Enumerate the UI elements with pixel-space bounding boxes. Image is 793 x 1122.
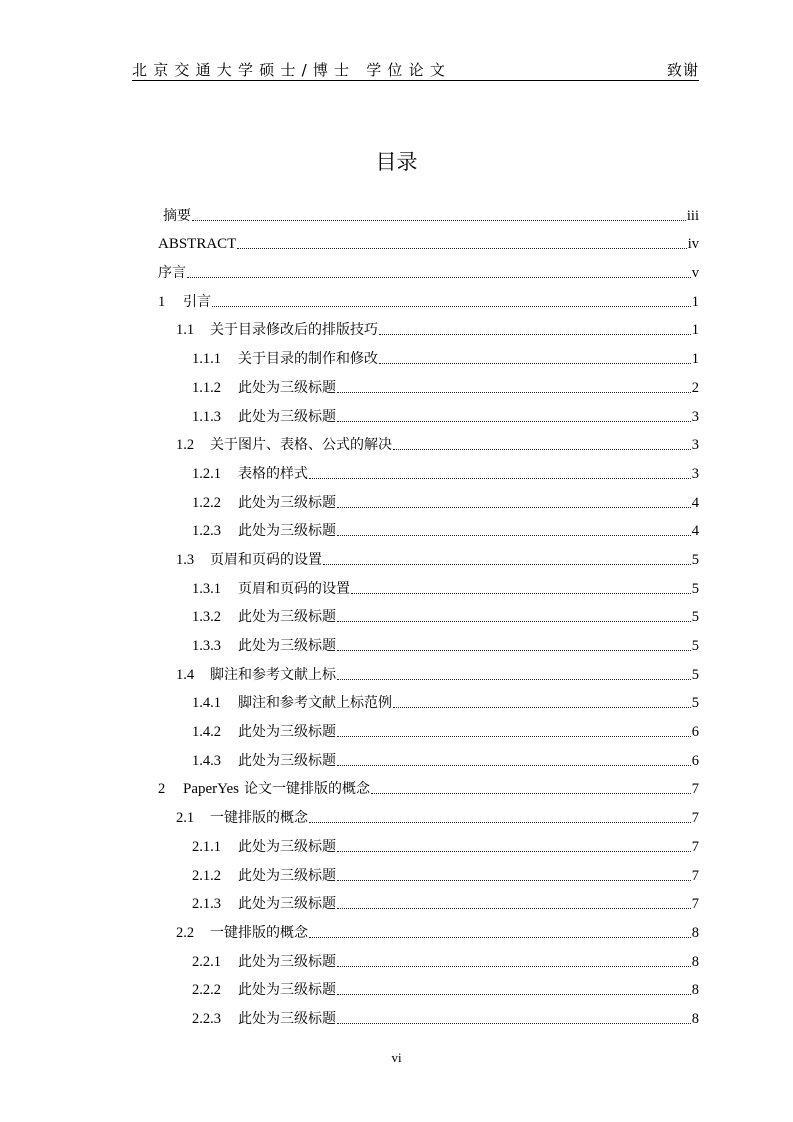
toc-entry[interactable] [158,311,699,340]
dot-leader [337,620,691,622]
toc-entry[interactable] [158,684,699,713]
toc-entry-page: 8 [691,1010,699,1027]
toc-entry-page: 1 [691,293,699,310]
toc-entry[interactable] [158,598,699,627]
toc-entry-title: 页眉和页码的设置 [210,551,322,568]
toc-entry[interactable] [158,999,699,1028]
toc-entry-page: 3 [691,437,699,454]
dot-leader [337,678,691,680]
toc-entry-number: 1.4.3 [192,752,221,769]
dot-leader [212,305,691,307]
dot-leader [337,993,691,995]
toc-entry-title: 脚注和参考文献上标 [210,666,336,683]
toc-entry-page: 1 [691,351,699,368]
toc-entry-page: v [691,265,699,282]
page-header [132,58,699,81]
toc-entry[interactable] [158,913,699,942]
toc-entry-number: 1.2 [176,437,195,454]
toc-entry-title: 此处为三级标题 [238,752,336,769]
toc-entry-number: 1.4.2 [192,724,221,741]
toc-entry-title: 页眉和页码的设置 [238,580,350,597]
toc-entry-page: 8 [691,924,699,941]
toc-entry-title: 此处为三级标题 [238,379,336,396]
toc-entry-title: 此处为三级标题 [238,982,336,999]
toc-entry-page: 7 [691,781,699,798]
toc-entry-number: 1.2.3 [192,523,221,540]
toc-entry[interactable] [158,770,699,799]
toc-entry-title: 脚注和参考文献上标范例 [238,695,392,712]
table-of-contents [158,196,699,1028]
toc-entry[interactable] [158,712,699,741]
toc-entry[interactable] [158,426,699,455]
toc-entry-number: 1.4.1 [192,695,221,712]
toc-entry-number: 1.3.2 [192,609,221,626]
toc-entry-number: 2.2.2 [192,982,221,999]
toc-entry-page: 1 [691,322,699,339]
toc-entry-title: 关于目录的制作和修改 [238,351,378,368]
toc-entry-number: 1.1 [176,322,195,339]
toc-entry[interactable] [158,512,699,541]
dot-leader [309,821,691,823]
toc-entry[interactable] [158,483,699,512]
toc-entry-title: 此处为三级标题 [238,1010,336,1027]
toc-entry[interactable] [158,798,699,827]
toc-entry[interactable] [158,397,699,426]
toc-entry-page: iii [686,207,699,224]
toc-entry-number: 1.1.2 [192,379,221,396]
toc-entry[interactable] [158,339,699,368]
toc-entry-number: 1.3.1 [192,580,221,597]
page-title: 目录 [375,150,418,174]
toc-entry-number: 1.2.2 [192,494,221,511]
toc-entry-title: 表格的样式 [238,465,308,482]
toc-entry-title: 此处为三级标题 [238,494,336,511]
dot-leader [393,706,691,708]
toc-entry-title: 此处为三级标题 [238,523,336,540]
toc-entry-title: 此处为三级标题 [238,838,336,855]
toc-entry[interactable] [158,626,699,655]
toc-entry[interactable] [158,971,699,1000]
dot-leader [337,420,691,422]
dot-leader [351,592,691,594]
toc-entry-page: 5 [691,695,699,712]
dot-leader [237,247,686,249]
dot-leader [337,506,691,508]
toc-entry-number: 2.2.3 [192,1010,221,1027]
dot-leader [337,764,691,766]
dot-leader [337,879,691,881]
dot-leader [323,563,691,565]
toc-entry-title: ABSTRACT [158,236,237,253]
dot-leader [393,448,691,450]
toc-entry-number: 1 [158,293,166,310]
toc-entry-title: 关于目录修改后的排版技巧 [210,322,378,339]
toc-entry-page: 7 [691,838,699,855]
dot-leader [187,276,691,278]
header-section-name: 致谢 [666,61,699,79]
toc-entry-page: 6 [691,724,699,741]
toc-entry-title: 一键排版的概念 [210,924,308,941]
toc-entry-page: 5 [691,580,699,597]
toc-entry[interactable] [158,569,699,598]
toc-entry-page: iv [687,236,699,253]
toc-entry-page: 3 [691,408,699,425]
toc-entry-number: 2.2 [176,924,195,941]
toc-entry[interactable] [158,942,699,971]
toc-entry-text-prefix: PaperYes [183,781,239,798]
toc-entry-number: 1.4 [176,666,195,683]
toc-entry-number: 2 [158,781,166,798]
dot-leader [371,792,691,794]
toc-entry-page: 2 [691,379,699,396]
toc-entry[interactable] [158,827,699,856]
toc-entry[interactable] [158,282,699,311]
toc-entry[interactable] [158,856,699,885]
toc-entry-number: 1.1.3 [192,408,221,425]
toc-entry-page: 8 [691,953,699,970]
dot-leader [337,965,691,967]
toc-entry-page: 6 [691,752,699,769]
toc-entry-number: 1.1.1 [192,351,221,368]
dot-leader [337,850,691,852]
toc-entry-number: 2.1 [176,810,195,827]
dot-leader [337,534,691,536]
toc-entry-page: 7 [691,867,699,884]
toc-entry-title: 此处为三级标题 [238,609,336,626]
dot-leader [337,907,691,909]
toc-entry-number: 2.1.3 [192,896,221,913]
toc-entry-page: 7 [691,810,699,827]
toc-entry-page: 5 [691,638,699,654]
toc-entry-number: 1.3 [176,551,195,568]
toc-entry-page: 5 [691,609,699,626]
header-university-title: 北京交通大学硕士/博士 学位论文 [132,61,452,79]
dot-leader [337,391,691,393]
dot-leader [309,477,691,479]
toc-entry-page: 8 [691,982,699,999]
toc-entry-title: 序言 [158,265,186,282]
toc-entry-title: 关于图片、表格、公式的解决 [210,437,392,454]
toc-entry-page: 5 [691,551,699,568]
dot-leader [192,219,686,221]
toc-entry-number: 2.2.1 [192,953,221,970]
toc-entry[interactable] [158,655,699,684]
toc-entry-page: 7 [691,896,699,913]
toc-entry[interactable] [158,225,699,254]
toc-entry-title: 此处为三级标题 [238,953,336,970]
dot-leader [337,735,691,737]
toc-entry[interactable] [158,741,699,770]
toc-entry-title: 此处为三级标题 [238,867,336,884]
dot-leader [379,362,691,364]
toc-entry-page: 4 [691,494,699,511]
toc-entry[interactable] [158,368,699,397]
page-number: vi [391,1050,402,1065]
toc-entry-title: 此处为三级标题 [238,724,336,741]
toc-entry-title: 此处为三级标题 [238,408,336,425]
toc-entry-number: 1.2.1 [192,465,221,482]
toc-entry[interactable] [158,885,699,914]
toc-entry[interactable] [158,253,699,282]
toc-entry-page: 4 [691,523,699,540]
toc-entry-title: 引言 [183,293,211,310]
toc-entry-number: 1.3.3 [192,638,221,654]
toc-entry-page: 5 [691,666,699,683]
toc-entry[interactable] [158,196,699,225]
toc-entry-title: 此处为三级标题 [238,638,336,654]
toc-entry-number: 2.1.2 [192,867,221,884]
toc-entry-number: 2.1.1 [192,838,221,855]
toc-entry-title: 此处为三级标题 [238,896,336,913]
toc-entry-title: 一键排版的概念 [210,810,308,827]
toc-entry[interactable] [158,540,699,569]
dot-leader [379,333,691,335]
toc-entry[interactable] [158,454,699,483]
dot-leader [337,649,691,651]
toc-entry-page: 3 [691,465,699,482]
toc-entry-title: 论文一键排版的概念 [243,781,370,798]
dot-leader [309,936,691,938]
toc-entry-title: 摘要 [163,207,191,224]
dot-leader [337,1022,691,1024]
